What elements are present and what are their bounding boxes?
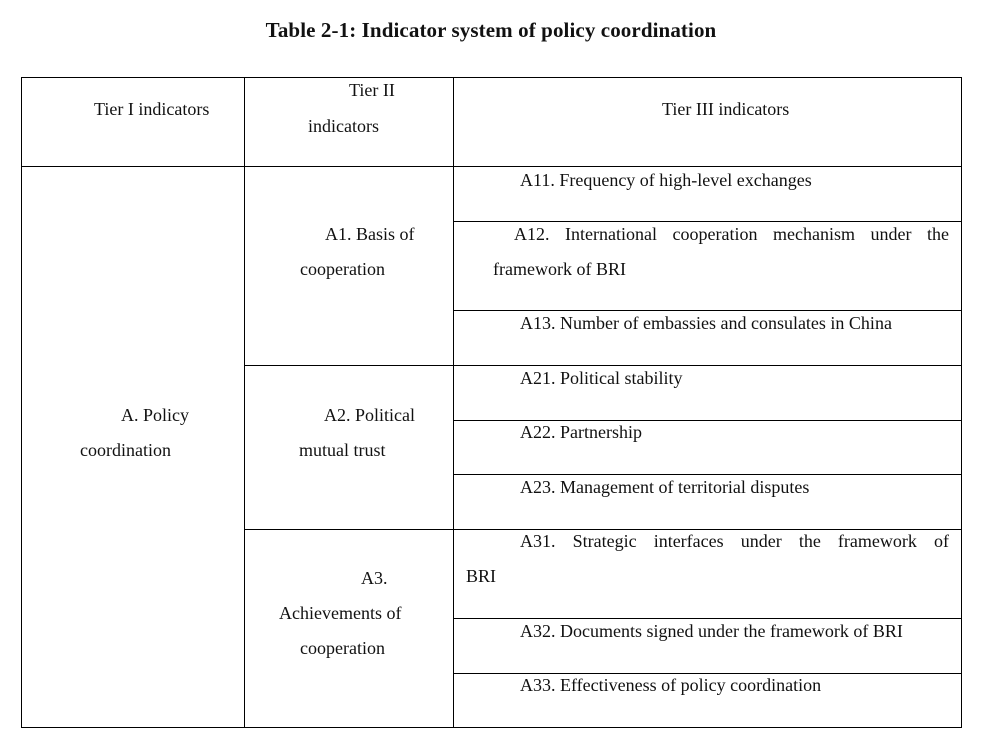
tier3-a13: A13. Number of embassies and consulates in China	[520, 313, 892, 333]
tier3-a31-line2: BRI	[466, 566, 497, 586]
header-tier3: Tier III indicators	[662, 99, 790, 119]
tier2-a3-line1: A3.	[361, 568, 388, 588]
tier3-a23: A23. Management of territorial disputes	[520, 477, 810, 497]
indicator-table	[21, 77, 962, 728]
tier3-a31-line1: A31. Strategic interfaces under the framework of	[520, 531, 949, 551]
tier3-a32: A32. Documents signed under the framework of BRI	[520, 621, 903, 641]
tier2-a1-line1: A1. Basis of	[325, 224, 415, 244]
table-title: Table 2-1: Indicator system of policy coordination	[265, 18, 717, 42]
tier3-a22: A22. Partnership	[520, 422, 642, 442]
tier3-a12-line2: framework of BRI	[493, 259, 626, 279]
tier2-a2-line1: A2. Political	[324, 405, 415, 425]
tier2-a3-line3: cooperation	[300, 638, 385, 658]
header-tier1: Tier I indicators	[94, 99, 210, 119]
tier3-a12-line1: A12. International cooperation mechanism under the	[514, 224, 949, 244]
tier2-a1-line2: cooperation	[300, 259, 385, 279]
column-divider	[453, 78, 454, 727]
tier2-a3-line2: Achievements of	[279, 603, 402, 623]
column-divider	[244, 78, 245, 727]
tier1-label-line2: coordination	[80, 440, 171, 460]
header-tier2-line1: Tier II	[349, 80, 395, 100]
header-tier2-line2: indicators	[308, 116, 379, 136]
tier1-label-line1: A. Policy	[121, 405, 190, 425]
tier3-a21: A21. Political stability	[520, 368, 683, 388]
tier3-a11: A11. Frequency of high-level exchanges	[520, 170, 812, 190]
tier3-a33: A33. Effectiveness of policy coordination	[520, 675, 822, 695]
tier2-a2-line2: mutual trust	[299, 440, 386, 460]
header-divider	[22, 166, 961, 167]
